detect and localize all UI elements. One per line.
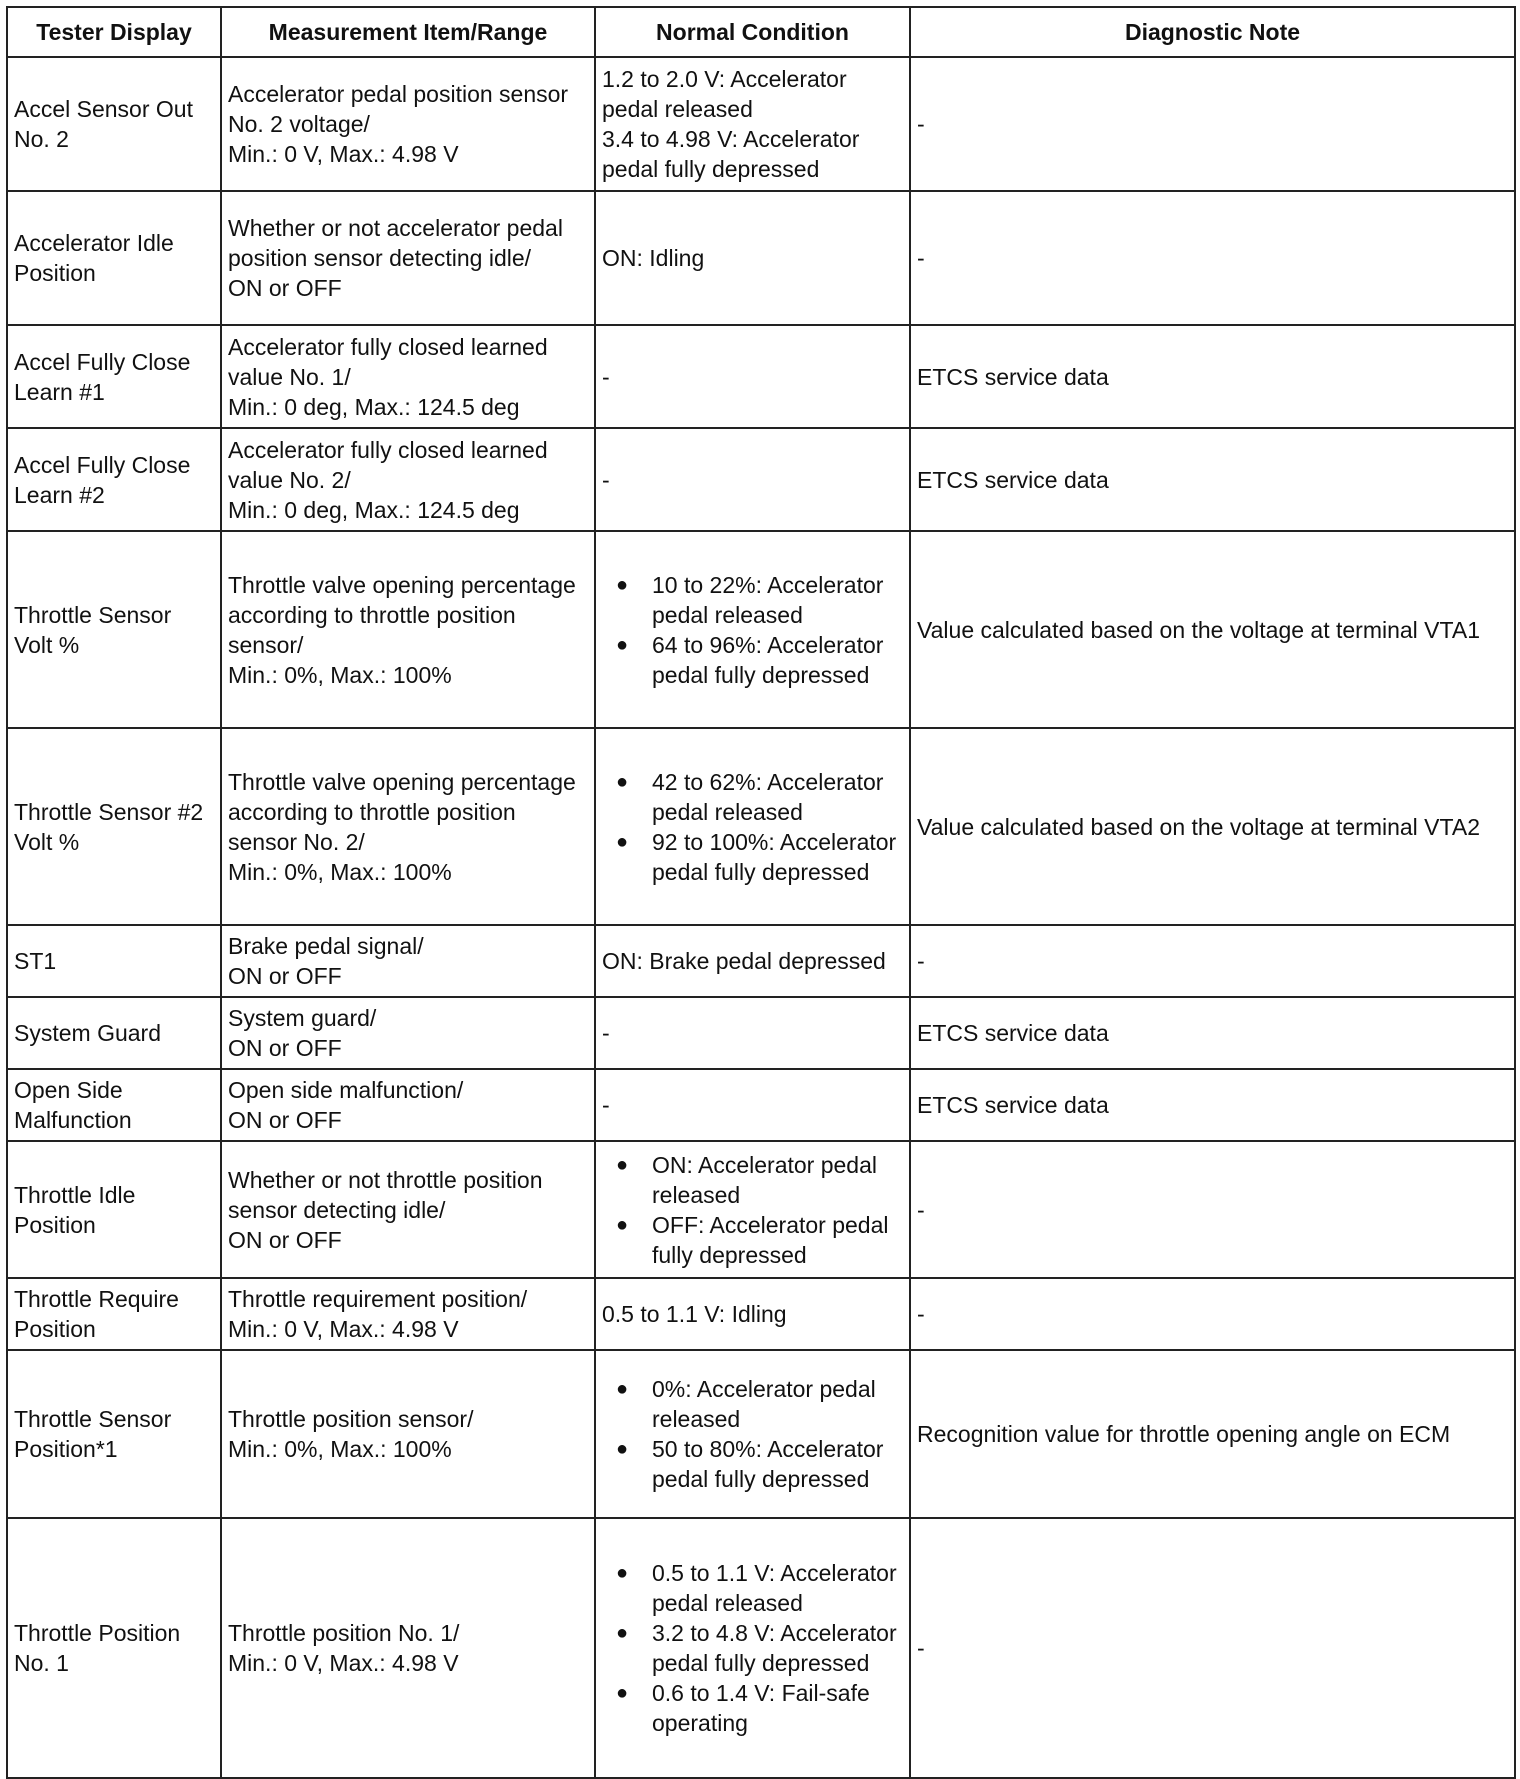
measurement-cell [221,531,595,728]
header-row [7,7,1515,57]
tester-display-cell-text: Throttle Idle Position [14,1181,136,1238]
measurement-cell [221,325,595,428]
measurement-cell-text: Accelerator fully closed learned value No. 1/ Min.: 0 deg, Max.: 124.5 deg [228,333,548,420]
table-row [7,997,1515,1069]
normal-condition-cell [595,728,910,925]
data-list-table [6,6,1516,1779]
normal-condition-cell [595,1278,910,1350]
tester-display-cell-text: ST1 [14,948,57,974]
condition-bullet-item: ● 64 to 96%: Accelerator pedal fully depressed [652,630,903,690]
diagnostic-note-cell-text: - [917,1301,925,1327]
table-row [7,1350,1515,1518]
header-normal-condition: Normal Condition [595,7,910,57]
diagnostic-note-cell-text: ETCS service data [917,466,1109,493]
condition-bullet-item: ● 42 to 62%: Accelerator pedal released [652,767,903,827]
diagnostic-note-cell [910,1069,1515,1141]
normal-condition-cell [595,531,910,728]
condition-bullet-item: ● 10 to 22%: Accelerator pedal released [652,570,903,630]
header-diagnostic-note: Diagnostic Note [910,7,1515,57]
condition-line: 3.4 to 4.98 V: Accelerator pedal fully depressed [602,126,860,182]
measurement-cell-text: Throttle position sensor/ Min.: 0%, Max.: 100% [228,1406,474,1462]
table-body [7,57,1515,1778]
measurement-cell [221,1518,595,1778]
table-row [7,531,1515,728]
table-row [7,1069,1515,1141]
diagnostic-note-cell [910,728,1515,925]
tester-display-cell [7,325,221,428]
diagnostic-note-cell-text: Recognition value for throttle opening angle on ECM [917,1421,1451,1447]
measurement-cell [221,1141,595,1278]
normal-condition-cell [595,325,910,428]
measurement-cell [221,997,595,1069]
measurement-cell [221,1350,595,1518]
measurement-cell [221,1278,595,1350]
measurement-cell [221,57,595,191]
tester-display-cell [7,1278,221,1350]
condition-bullet-item: ● 0%: Accelerator pedal released [652,1374,903,1434]
table-row [7,1141,1515,1278]
diagnostic-note-cell-text: Value calculated based on the voltage at terminal VTA2 [917,813,1480,840]
normal-condition-cell [595,191,910,325]
condition-bullet-item: ● OFF: Accelerator pedal fully depressed [652,1210,903,1270]
diagnostic-note-cell-text: - [917,1635,925,1661]
diagnostic-note-cell-text: ETCS service data [917,363,1109,390]
diagnostic-note-cell [910,925,1515,997]
diagnostic-note-cell-text: Value calculated based on the voltage at terminal VTA1 [917,616,1480,643]
condition-line: - [602,363,610,390]
condition-line: 1.2 to 2.0 V: Accelerator pedal released [602,66,847,122]
measurement-cell-text: System guard/ ON or OFF [228,1005,377,1061]
normal-condition-cell [595,1141,910,1278]
normal-condition-cell [595,1069,910,1141]
condition-bullet-item: ● ON: Accelerator pedal released [652,1150,903,1210]
condition-bullet-item: ● 50 to 80%: Accelerator pedal fully depressed [652,1434,903,1494]
measurement-cell-text: Throttle valve opening percentage according to throttle position sensor/ Min.: 0%, Max.: 100% [228,571,576,688]
diagnostic-note-cell-text: ETCS service data [917,1092,1109,1118]
normal-condition-cell [595,57,910,191]
condition-bullet-list [602,767,903,887]
measurement-cell [221,1069,595,1141]
condition-line: - [602,1020,610,1046]
tester-display-cell [7,1141,221,1278]
table-row [7,1278,1515,1350]
tester-display-cell [7,997,221,1069]
measurement-cell [221,728,595,925]
condition-line: ON: Idling [602,245,705,271]
condition-line: ON: Brake pedal depressed [602,948,886,974]
measurement-cell-text: Open side malfunction/ ON or OFF [228,1077,464,1133]
condition-line: 0.5 to 1.1 V: Idling [602,1301,787,1327]
diagnostic-note-cell [910,1278,1515,1350]
normal-condition-cell [595,925,910,997]
tester-display-cell-text: Accel Fully Close Learn #1 [14,348,191,405]
measurement-cell-text: Whether or not throttle position sensor detecting idle/ ON or OFF [228,1166,543,1253]
measurement-cell-text: Whether or not accelerator pedal position sensor detecting idle/ ON or OFF [228,215,563,301]
tester-display-cell [7,1069,221,1141]
tester-display-cell-text: Throttle Require Position [14,1286,179,1342]
header-measurement-item: Measurement Item/Range [221,7,595,57]
tester-display-cell [7,925,221,997]
normal-condition-cell [595,997,910,1069]
condition-bullet-item: ● 3.2 to 4.8 V: Accelerator pedal fully depressed [652,1618,903,1678]
table-row [7,428,1515,531]
tester-display-cell [7,728,221,925]
normal-condition-cell [595,1518,910,1778]
tester-display-cell [7,428,221,531]
condition-bullet-item: ● 92 to 100%: Accelerator pedal fully depressed [652,827,903,887]
tester-display-cell [7,1350,221,1518]
table-row [7,57,1515,191]
table-row [7,925,1515,997]
normal-condition-cell [595,1350,910,1518]
tester-display-cell-text: Throttle Sensor Volt % [14,601,172,658]
diagnostic-note-cell-text: - [917,245,925,271]
measurement-cell [221,925,595,997]
diagnostic-note-cell [910,428,1515,531]
table-row [7,1518,1515,1778]
table-row [7,728,1515,925]
tester-display-cell-text: Open Side Malfunction [14,1077,132,1133]
condition-bullet-list [602,570,903,690]
measurement-cell [221,428,595,531]
tester-display-cell-text: System Guard [14,1020,161,1046]
tester-display-cell [7,531,221,728]
measurement-cell-text: Accelerator fully closed learned value No. 2/ Min.: 0 deg, Max.: 124.5 deg [228,436,548,523]
diagnostic-note-cell [910,191,1515,325]
table-row [7,191,1515,325]
normal-condition-cell [595,428,910,531]
tester-display-cell-text: Accel Sensor Out No. 2 [14,96,193,152]
diagnostic-note-cell [910,997,1515,1069]
diagnostic-note-cell [910,1141,1515,1278]
diagnostic-note-cell [910,325,1515,428]
condition-bullet-list [602,1150,903,1270]
condition-line: - [602,466,610,493]
condition-line: - [602,1092,610,1118]
diagnostic-note-cell-text: - [917,1196,925,1223]
diagnostic-note-cell-text: ETCS service data [917,1020,1109,1046]
header-tester-display: Tester Display [7,7,221,57]
tester-display-cell [7,1518,221,1778]
table-row [7,325,1515,428]
measurement-cell-text: Throttle requirement position/ Min.: 0 V, Max.: 4.98 V [228,1286,528,1342]
diagnostic-note-cell [910,531,1515,728]
diagnostic-note-cell-text: - [917,948,925,974]
measurement-cell-text: Throttle position No. 1/ Min.: 0 V, Max.: 4.98 V [228,1620,460,1676]
tester-display-cell-text: Throttle Position No. 1 [14,1620,181,1676]
measurement-cell [221,191,595,325]
tester-display-cell [7,57,221,191]
diagnostic-note-cell [910,57,1515,191]
diagnostic-note-cell [910,1518,1515,1778]
tester-display-cell-text: Throttle Sensor #2 Volt % [14,798,204,855]
condition-bullet-item: ● 0.5 to 1.1 V: Accelerator pedal released [652,1558,903,1618]
tester-display-cell-text: Accelerator Idle Position [14,230,174,286]
diagnostic-note-cell-text: - [917,111,925,137]
tester-display-cell-text: Accel Fully Close Learn #2 [14,451,191,508]
tester-display-cell [7,191,221,325]
measurement-cell-text: Throttle valve opening percentage according to throttle position sensor No. 2/ Min.: 0%, Max.: 100% [228,768,576,885]
condition-bullet-item: ● 0.6 to 1.4 V: Fail-safe operating [652,1678,903,1738]
tester-display-cell-text: Throttle Sensor Position*1 [14,1406,172,1462]
condition-bullet-list [602,1558,903,1738]
condition-bullet-list [602,1374,903,1494]
measurement-cell-text: Accelerator pedal position sensor No. 2 voltage/ Min.: 0 V, Max.: 4.98 V [228,81,569,167]
diagnostic-note-cell [910,1350,1515,1518]
measurement-cell-text: Brake pedal signal/ ON or OFF [228,933,424,989]
